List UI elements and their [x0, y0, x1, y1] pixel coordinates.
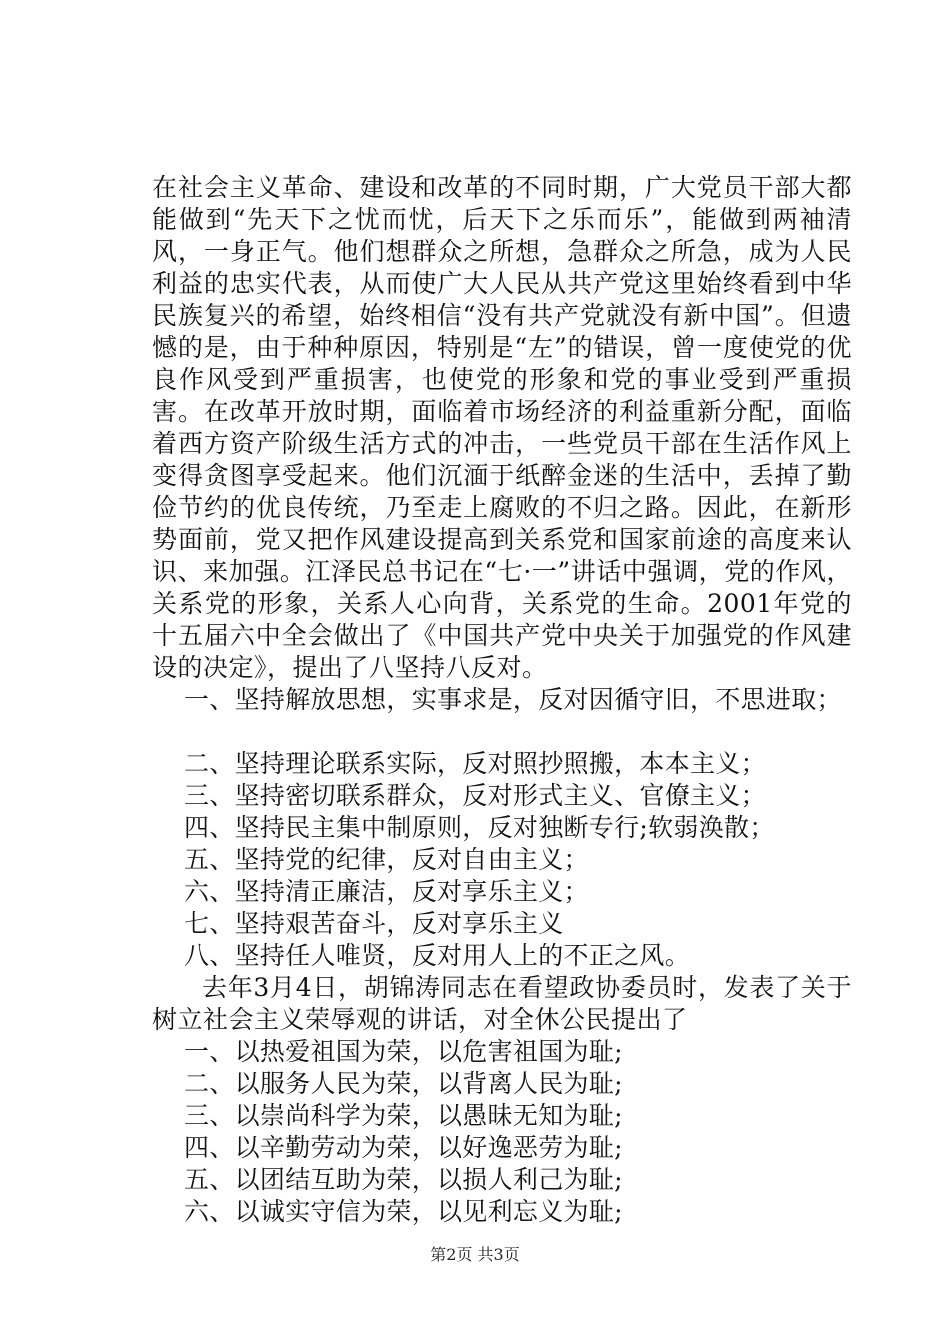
honor-paragraph: 去年3月4日，胡锦涛同志在看望政协委员时，发表了关于树立社会主义荣辱观的讲话，对全休公民提出了 [152, 973, 852, 1034]
document-body [152, 172, 852, 1228]
eight-point-item-5: 五、坚持党的纪律，反对自由主义； [184, 845, 589, 874]
eight-point-item-1: 一、坚持解放思想，实事求是，反对因循守旧，不思进取； [184, 685, 842, 714]
eight-point-item-7: 七、坚持艰苦奋斗，反对享乐主义 [184, 909, 564, 938]
blank-line [152, 716, 852, 748]
page-number-footer: 第2页 共3页 [430, 1245, 520, 1264]
intro-paragraph: 在社会主义革命、建设和改革的不同时期，广大党员干部大都能做到“先天下之忧而忧，后天下之乐而乐”，能做到两袖清风，一身正气。他们想群众之所想，急群众之所急，成为人民利益的忠实代表，从而使广大人民从共产党这里始终看到中华民族复兴的希望，始终相信“没有共产党就没有新中国”。但遗憾的是，由于种种原因，特别是“左”的错误，曾一度使党的优良作风受到严重损害，也使党的形象和党的事业受到严重损害。在改革开放时期，面临着市场经济的利益重新分配，面临着西方资产阶级生活方式的冲击，一些党员干部在生活作风上变得贪图享受起来。他们沉湎于纸醉金迷的生活中，丢掉了勤俭节约的优良传统，乃至走上腐败的不归之路。因此，在新形势面前，党又把作风建设提高到关系党和国家前途的高度来认识、来加强。江泽民总书记在“七·一”讲话中强调，党的作风，关系党的形象，关系人心向背，关系党的生命。2001年党的十五届六中全会做出了《中国共产党中央关于加强党的作风建设的决定》，提出了八坚持八反对。 [152, 173, 852, 682]
eight-point-item-3: 三、坚持密切联系群众，反对形式主义、官僚主义； [184, 781, 766, 810]
honor-point-item-1: 一、以热爱祖国为荣，以危害祖国为耻; [184, 1037, 623, 1066]
honor-point-item-6: 六、以诚实守信为荣，以见利忘义为耻; [184, 1197, 623, 1226]
honor-point-item-2: 二、以服务人民为荣，以背离人民为耻; [184, 1069, 623, 1098]
eight-point-item-2: 二、坚持理论联系实际，反对照抄照搬，本本主义； [184, 749, 766, 778]
eight-point-item-6: 六、坚持清正廉洁，反对享乐主义； [184, 877, 589, 906]
honor-point-item-5: 五、以团结互助为荣，以损人利己为耻; [184, 1165, 623, 1194]
honor-point-item-3: 三、以崇尚科学为荣，以愚昧无知为耻; [184, 1101, 623, 1130]
honor-point-item-4: 四、以辛勤劳动为荣，以好逸恶劳为耻; [184, 1133, 623, 1162]
eight-point-item-4: 四、坚持民主集中制原则，反对独断专行;软弱涣散； [184, 813, 775, 842]
eight-point-item-8: 八、坚持任人唯贤，反对用人上的不正之风。 [184, 941, 691, 970]
